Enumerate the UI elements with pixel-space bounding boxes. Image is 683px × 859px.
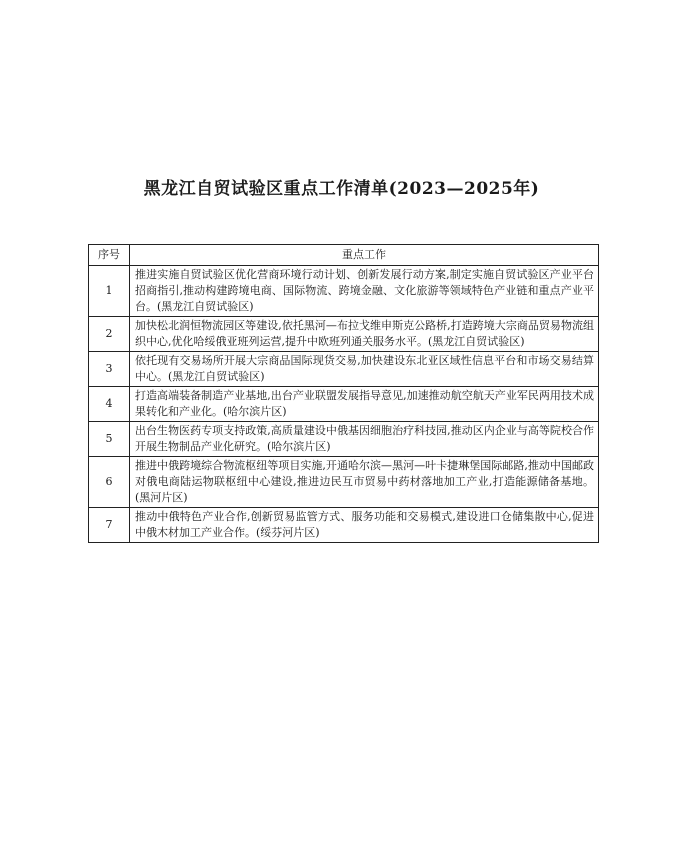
row-number: 1 [89, 266, 130, 317]
row-number: 7 [89, 508, 130, 543]
row-task: 推动中俄特色产业合作,创新贸易监管方式、服务功能和交易模式,建设进口仓储集散中心,促进中俄木材加工产业合作。(绥芬河片区) [130, 508, 599, 543]
row-number: 3 [89, 352, 130, 387]
row-number: 2 [89, 317, 130, 352]
table-row [89, 457, 599, 508]
row-task: 打造高端装备制造产业基地,出台产业联盟发展指导意见,加速推动航空航天产业军民两用技术成果转化和产业化。(哈尔滨片区) [130, 387, 599, 422]
table-row [89, 352, 599, 387]
table-header-row [89, 245, 599, 266]
row-task: 推进实施自贸试验区优化营商环境行动计划、创新发展行动方案,制定实施自贸试验区产业平台招商指引,推动构建跨境电商、国际物流、跨境金融、文化旅游等领域特色产业链和重点产业平台。(黑龙江自贸试验区) [130, 266, 599, 317]
table-row [89, 387, 599, 422]
table-row [89, 508, 599, 543]
header-key-work: 重点工作 [130, 245, 599, 266]
row-task: 出台生物医药专项支持政策,高质量建设中俄基因细胞治疗科技园,推动区内企业与高等院校合作开展生物制品产业化研究。(哈尔滨片区) [130, 422, 599, 457]
row-number: 6 [89, 457, 130, 508]
row-task: 推进中俄跨境综合物流枢纽等项目实施,开通哈尔滨—黑河—叶卡捷琳堡国际邮路,推动中国邮政对俄电商陆运物联枢纽中心建设,推进边民互市贸易中药材落地加工产业,打造能源储备基地。(黑河片区) [130, 457, 599, 508]
key-tasks-table [88, 244, 599, 543]
row-number: 4 [89, 387, 130, 422]
table-row [89, 266, 599, 317]
header-serial-number: 序号 [89, 245, 130, 266]
row-number: 5 [89, 422, 130, 457]
table-row [89, 422, 599, 457]
row-task: 加快松北润恒物流园区等建设,依托黑河—布拉戈维申斯克公路桥,打造跨境大宗商品贸易物流组织中心,优化哈绥俄亚班列运营,提升中欧班列通关服务水平。(黑龙江自贸试验区) [130, 317, 599, 352]
table-row [89, 317, 599, 352]
document-title: 黑龙江自贸试验区重点工作清单(2023—2025年) [143, 179, 540, 199]
row-task: 依托现有交易场所开展大宗商品国际现货交易,加快建设东北亚区域性信息平台和市场交易结算中心。(黑龙江自贸试验区) [130, 352, 599, 387]
